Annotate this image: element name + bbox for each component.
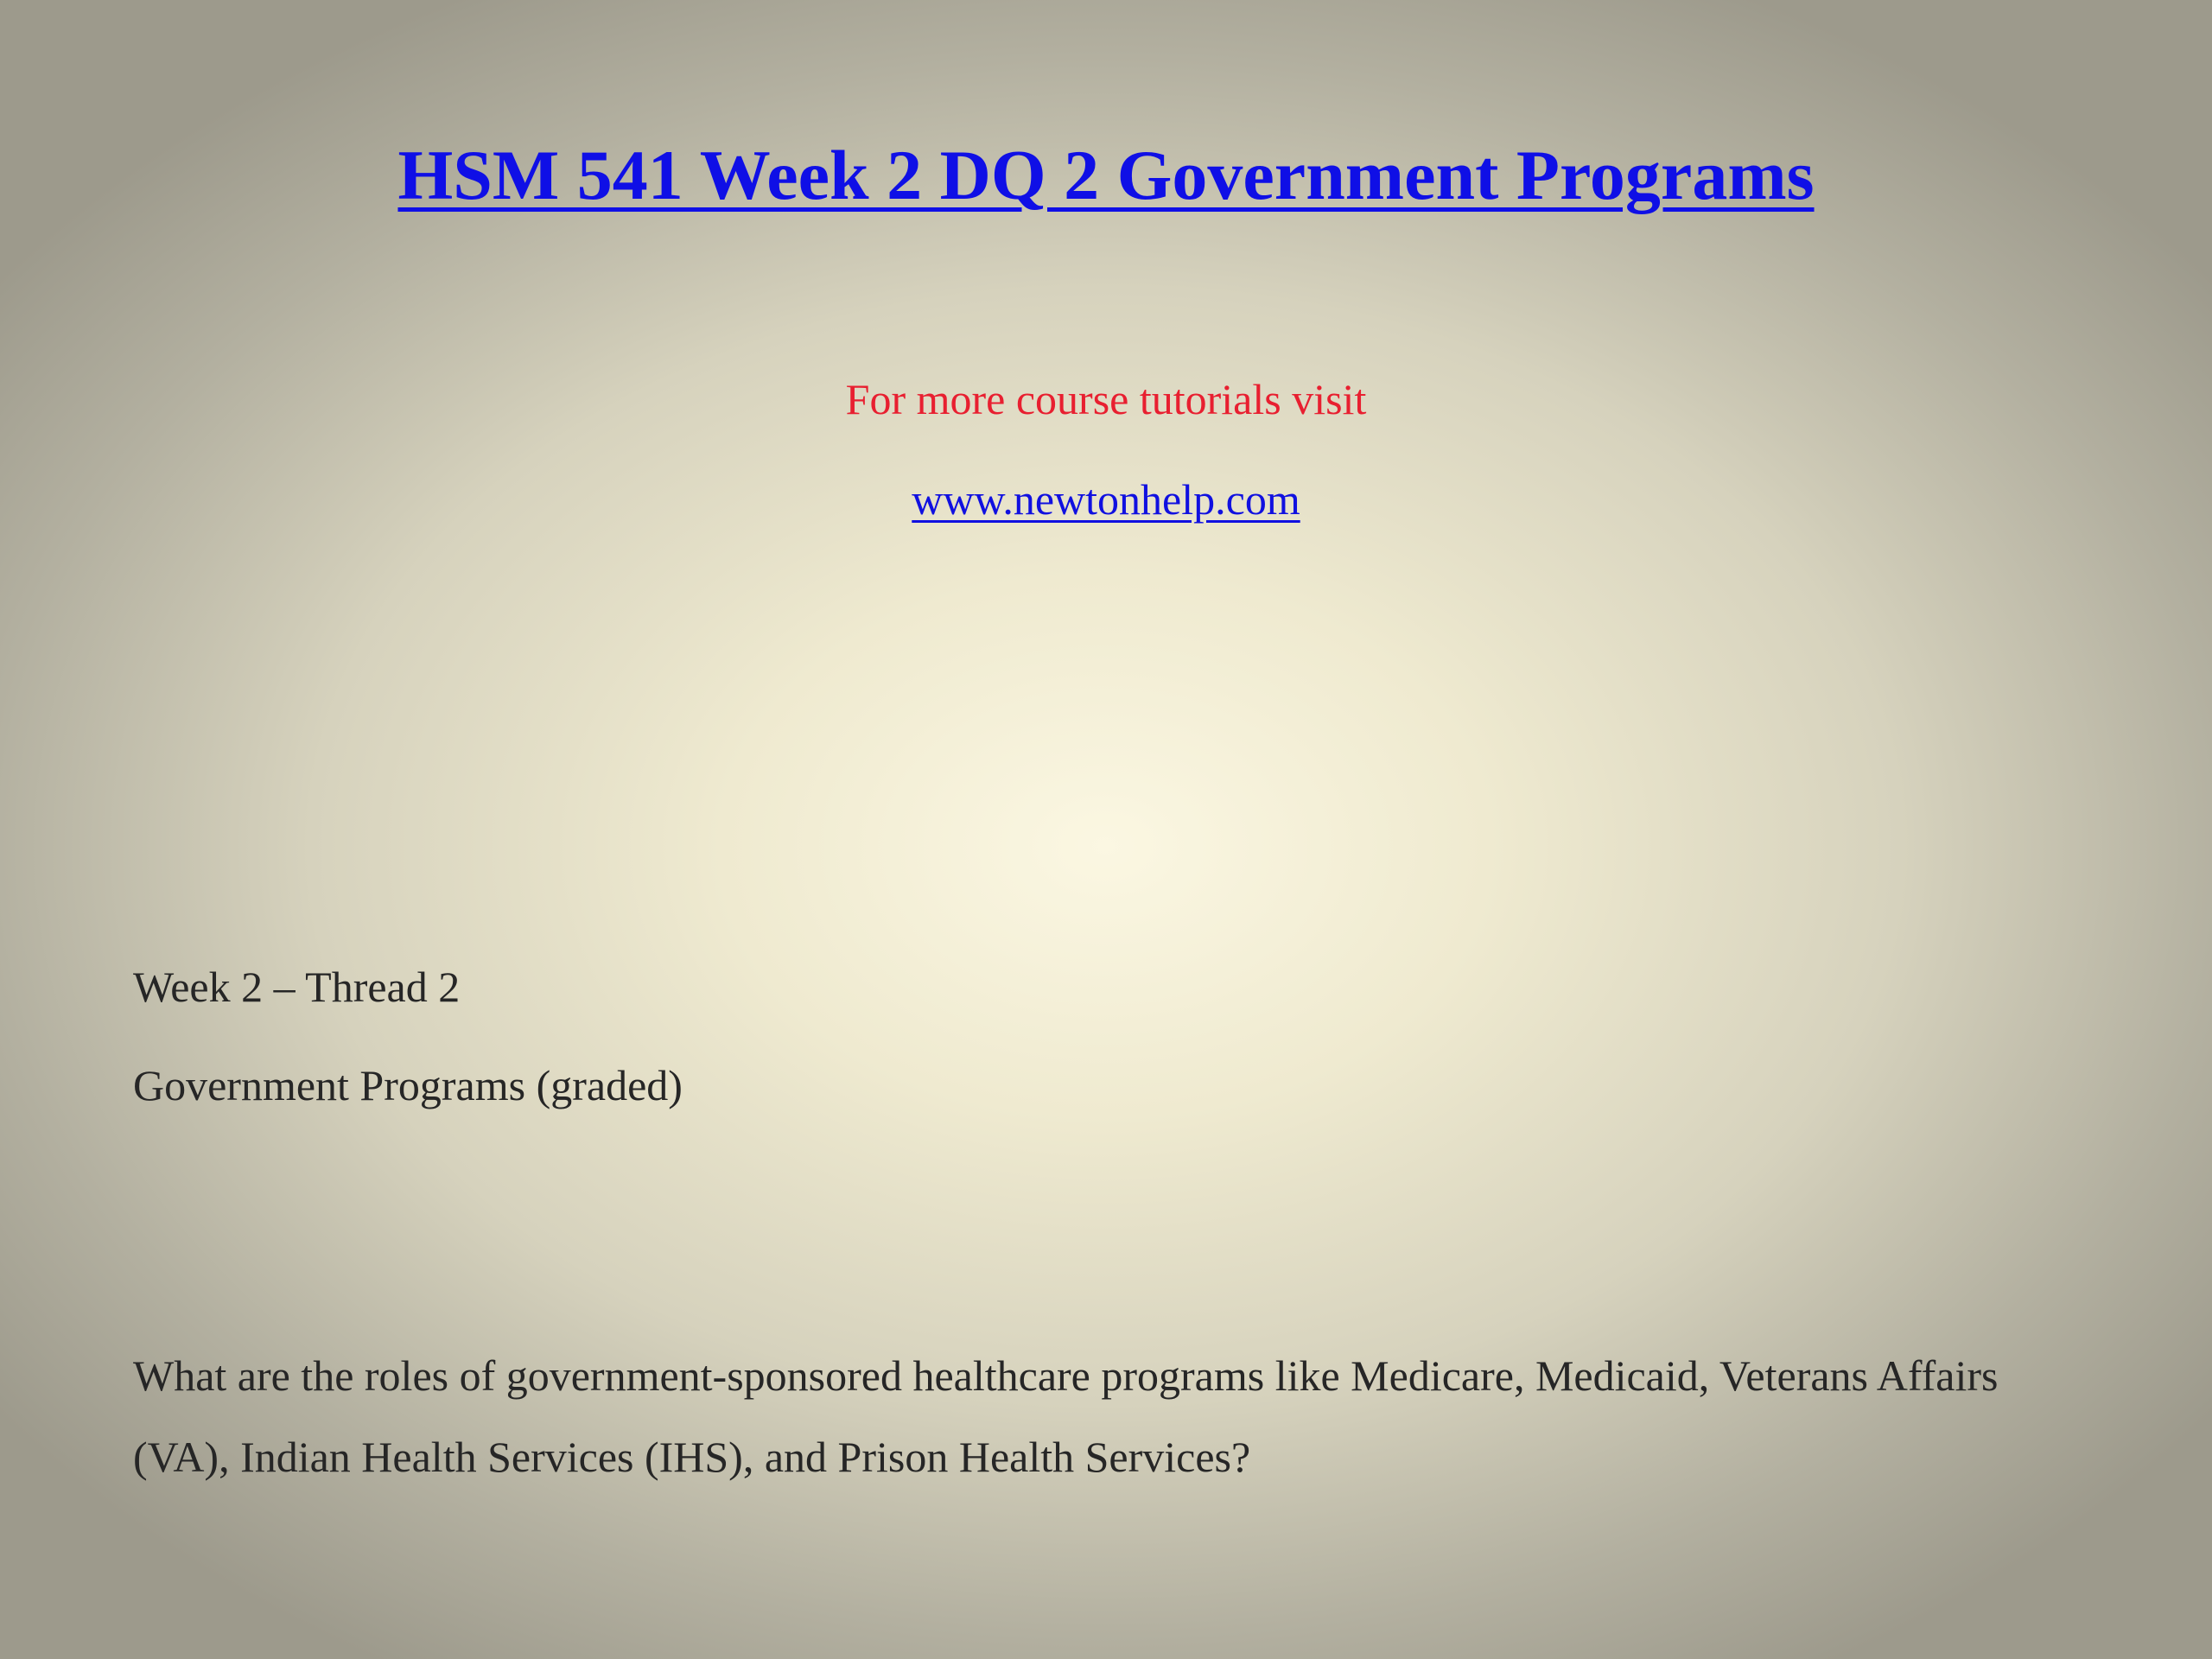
discussion-subject: Government Programs (graded) [133, 1061, 683, 1109]
website-link[interactable]: www.newtonhelp.com [912, 475, 1300, 524]
slide-title-link[interactable]: HSM 541 Week 2 DQ 2 Government Programs [397, 136, 1815, 214]
question-line-2: (VA), Indian Health Services (IHS), and Prison Health Services? [133, 1433, 1251, 1481]
thread-label: Week 2 – Thread 2 [133, 963, 461, 1011]
question-line-1: What are the roles of government-sponsored healthcare programs like Medicare, Medicaid, Veterans Affairs [133, 1351, 1999, 1400]
promo-text: For more course tutorials visit [845, 375, 1367, 423]
